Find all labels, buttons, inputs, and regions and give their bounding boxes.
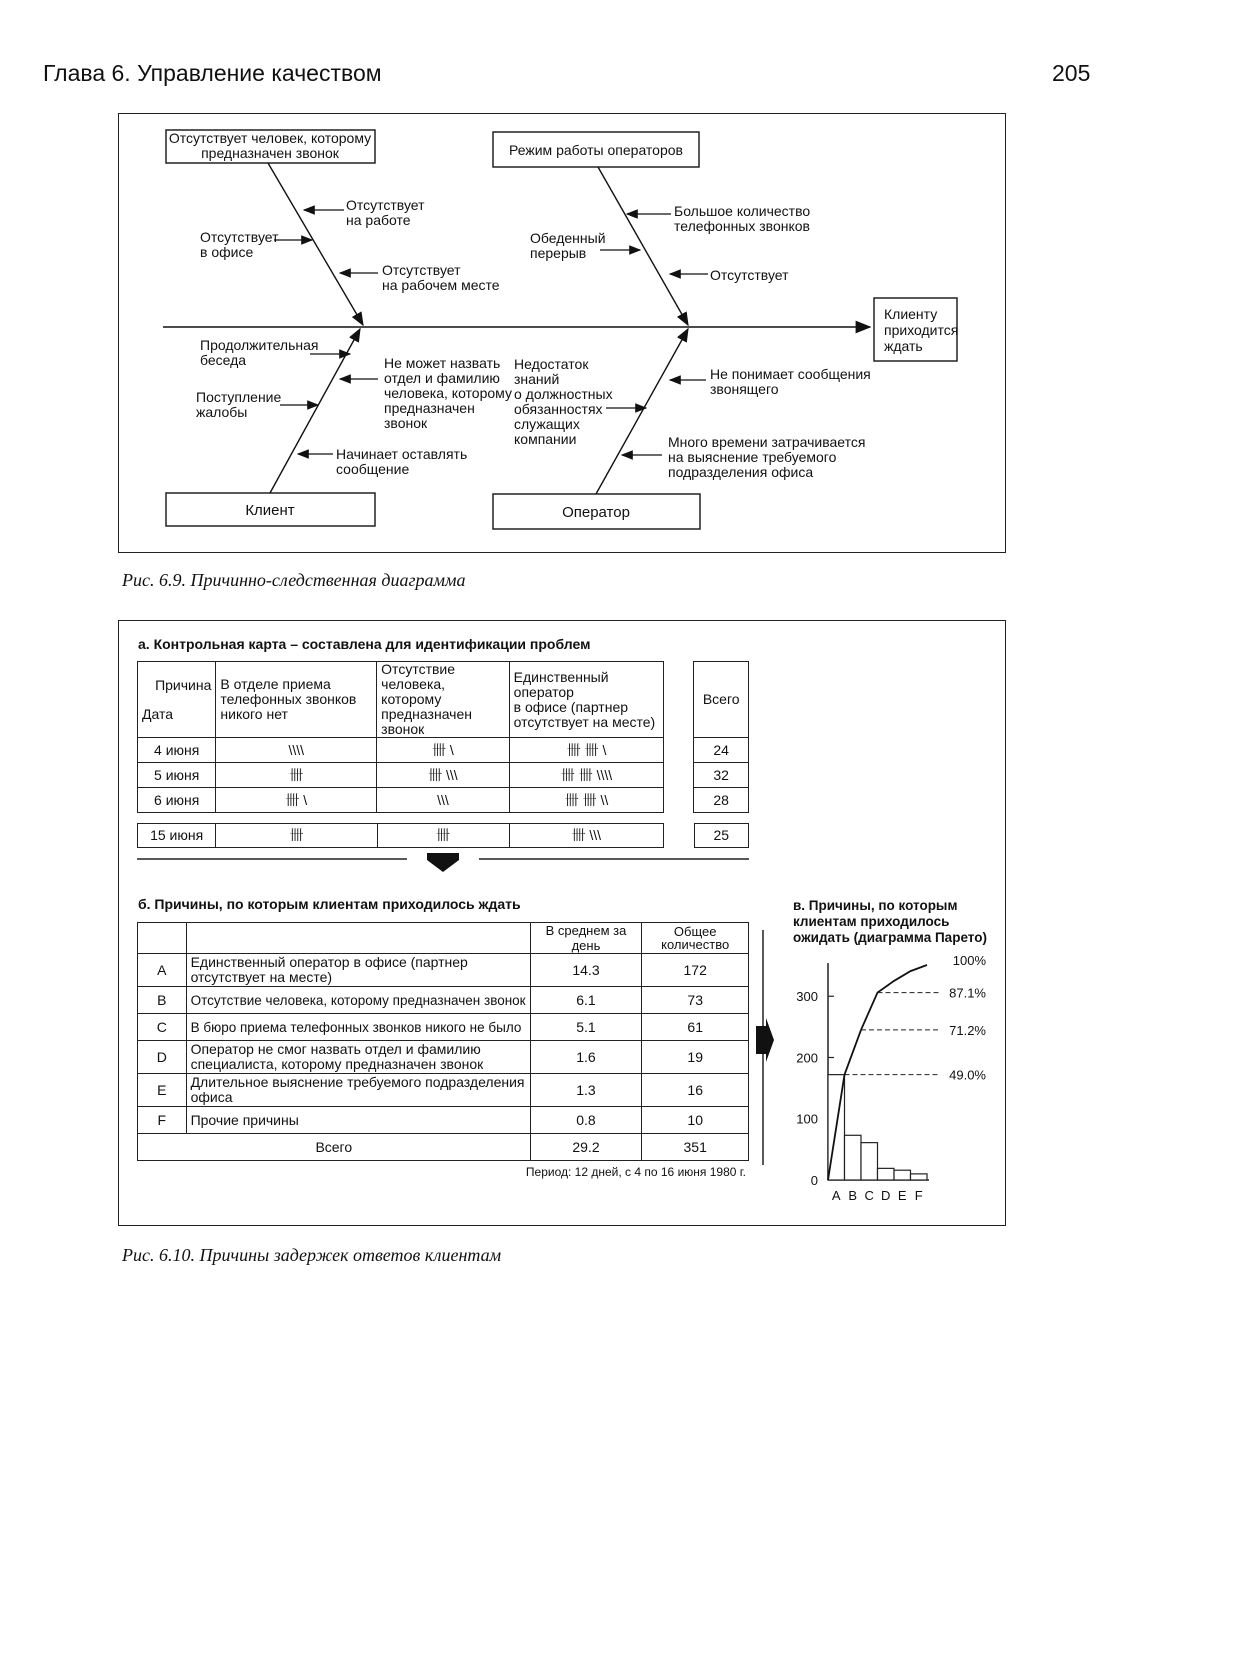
table-row: F Прочие причины 0.8 10 <box>138 1107 749 1134</box>
bl-2-e: звонок <box>384 415 428 431</box>
table-row: A Единственный оператор в офисе (партнер отсутствует на месте) 14.3 172 <box>138 954 749 987</box>
br-2-a: Не понимает сообщения <box>710 366 871 382</box>
br-1-b: знаний <box>514 371 560 387</box>
tr-1-b: телефонных звонков <box>674 218 810 234</box>
header-col1: В отделе приема телефонных звонков никого нет <box>216 662 377 738</box>
br-3-c: подразделения офиса <box>668 464 814 480</box>
table-row: 15 июня 卌 卌 卌 \\\ 25 <box>138 824 749 848</box>
tl-3-a: Отсутствует <box>382 262 461 278</box>
header-total: Всего <box>694 662 749 738</box>
cause-label-top-left-line2: предназначен звонок <box>201 145 339 161</box>
x-tick-label: D <box>881 1188 891 1203</box>
br-1-c: о должностных <box>514 386 613 402</box>
bar-E <box>894 1170 911 1180</box>
cause-label-top-right: Режим работы операторов <box>509 142 683 158</box>
x-tick-label: F <box>914 1188 923 1203</box>
tl-2-b: в офисе <box>200 244 254 260</box>
table-row: 5 июня 卌 卌 \\\ 卌 卌 \\\\ 32 <box>138 763 749 788</box>
y-tick-label: 300 <box>796 989 818 1005</box>
bl-3-b: жалобы <box>196 404 248 420</box>
br-1-a: Недостаток <box>514 356 589 372</box>
header-reason: Причина <box>155 676 212 693</box>
cause-label-bottom-left: Клиент <box>245 502 295 519</box>
summary-table <box>137 922 749 1161</box>
separator-arrow <box>137 852 749 874</box>
break-column <box>664 662 694 738</box>
check-sheet-title: а. Контрольная карта – составлена для идентификации проблем <box>138 636 591 652</box>
y-tick-label: 100 <box>796 1111 818 1127</box>
bl-1-b: беседа <box>200 352 247 368</box>
y-tick-label: 0 <box>810 1173 818 1188</box>
figure-caption-6-9: Рис. 6.9. Причинно-следственная диаграмма <box>122 570 466 590</box>
check-sheet-last-row <box>137 823 749 848</box>
tr-1-a: Большое количество <box>674 203 811 219</box>
percent-label: 49.0% <box>949 1067 986 1083</box>
effect-label-2: приходится <box>884 322 959 338</box>
table-row: C В бюро приема телефонных звонков никого не было 5.1 61 <box>138 1014 749 1041</box>
table-row: D Оператор не смог назвать отдел и фамилию специалиста, которому предназначен звонок 1.6 19 <box>138 1041 749 1074</box>
right-arrow-icon <box>756 1018 774 1062</box>
down-arrow-icon <box>427 853 459 872</box>
x-tick-label: E <box>897 1188 907 1203</box>
br-3-a: Много времени затрачивается <box>668 434 866 450</box>
bl-4-a: Начинает оставлять <box>336 446 468 462</box>
page-number: 205 <box>1052 60 1091 86</box>
x-tick-label: C <box>864 1188 874 1203</box>
pareto-chart <box>790 955 1000 1210</box>
divider <box>755 930 775 1165</box>
percent-label: 71.2% <box>949 1022 986 1038</box>
period-note: Период: 12 дней, с 4 по 16 июня 1980 г. <box>525 1165 746 1179</box>
br-1-f: компании <box>514 431 577 447</box>
bl-1-a: Продолжительная <box>200 337 319 353</box>
effect-label-1: Клиенту <box>884 306 938 322</box>
fishbone-diagram <box>118 113 1006 553</box>
br-1-e: служащих <box>514 416 580 432</box>
figure-caption-6-10: Рис. 6.10. Причины задержек ответов клиентам <box>122 1245 502 1265</box>
tr-2-a: Обеденный <box>530 230 606 246</box>
table-row: E Длительное выяснение требуемого подразделения офиса 1.3 16 <box>138 1074 749 1107</box>
header-col3: Единственный оператор в офисе (партнер отсутствует на месте) <box>509 662 664 738</box>
br-3-b: на выяснение требуемого <box>668 449 837 465</box>
br-2-b: звонящего <box>710 381 779 397</box>
tl-2-a: Отсутствует <box>200 229 279 245</box>
bone-top-right <box>598 167 688 325</box>
bl-4-b: сообщение <box>336 461 410 477</box>
bl-2-a: Не может назвать <box>384 355 501 371</box>
bl-3-a: Поступление <box>196 389 282 405</box>
header-date: Дата <box>142 705 174 722</box>
y-tick-label: 200 <box>796 1050 818 1066</box>
x-tick-label: A <box>831 1188 841 1203</box>
percent-label: 87.1% <box>949 985 986 1001</box>
table-row: 4 июня \\\\ 卌 \ 卌 卌 \ 24 <box>138 738 749 763</box>
cause-label-bottom-right: Оператор <box>562 504 630 521</box>
bar-D <box>878 1168 895 1180</box>
header-total-count: Общее количество <box>642 923 749 954</box>
header-reason-date-cell <box>138 662 216 738</box>
summary-title: б. Причины, по которым клиентам приходилось ждать <box>138 896 521 912</box>
bar-C <box>861 1143 878 1180</box>
tl-1-b: на работе <box>346 212 411 228</box>
table-row: B Отсутствие человека, которому предназначен звонок 6.1 73 <box>138 987 749 1014</box>
cause-label-top-left-line1: Отсутствует человек, которому <box>168 130 372 146</box>
bar-B <box>845 1135 862 1180</box>
percent-label: 100% <box>952 955 986 968</box>
tl-1-a: Отсутствует <box>346 197 425 213</box>
check-sheet-table <box>137 661 749 813</box>
bl-2-c: человека, которому <box>384 385 512 401</box>
x-tick-label: B <box>848 1188 858 1203</box>
tr-2-b: перерыв <box>530 245 587 261</box>
bl-2-d: предназначен <box>384 400 475 416</box>
table-row-total: Всего 29.2 351 <box>138 1134 749 1161</box>
chapter-title: Глава 6. Управление качеством <box>43 60 382 86</box>
pareto-title: в. Причины, по которым клиентам приходилось ожидать (диаграмма Парето) <box>793 898 987 945</box>
effect-label-3: ждать <box>884 338 923 354</box>
header-avg: В среднем за день <box>530 923 642 954</box>
bl-2-b: отдел и фамилию <box>384 370 500 386</box>
bone-top-left <box>268 163 363 325</box>
table-row: 6 июня 卌 \ \\\ 卌 卌 \\ 28 <box>138 788 749 813</box>
tl-3-b: на рабочем месте <box>382 277 500 293</box>
br-1-d: обязанностях <box>514 401 603 417</box>
header-col2: Отсутствие человека, которому предназначен звонок <box>377 662 510 738</box>
bar-F <box>911 1174 928 1180</box>
tr-3: Отсутствует <box>710 267 789 283</box>
